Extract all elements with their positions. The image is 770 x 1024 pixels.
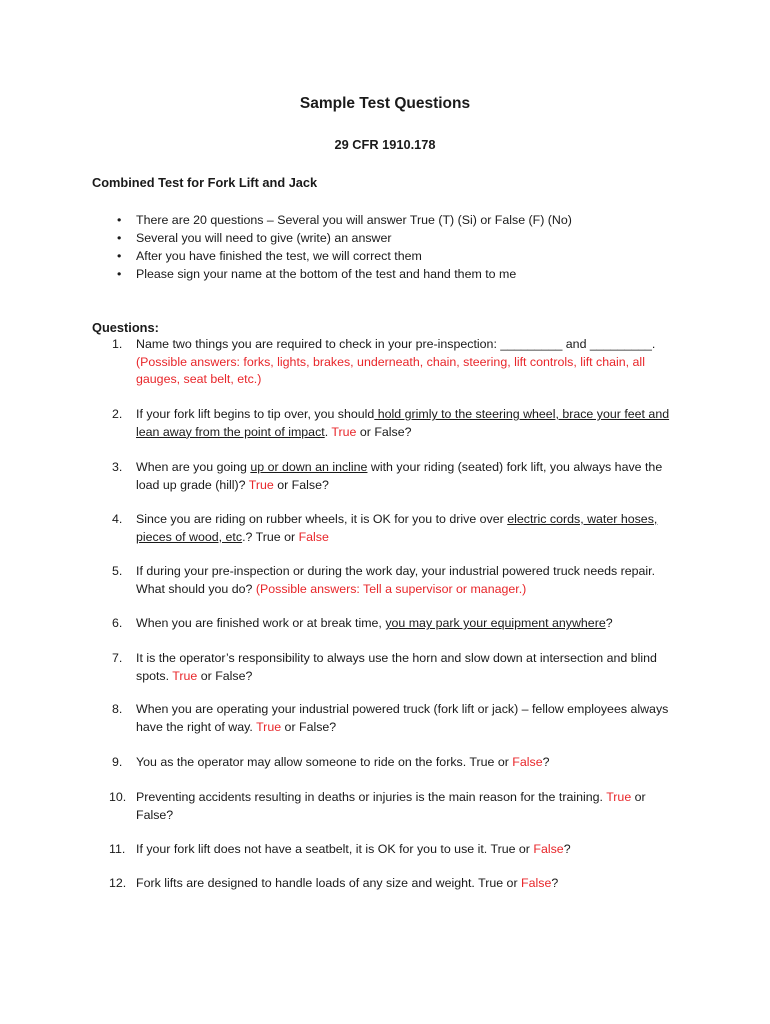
question-number: 12. — [109, 876, 127, 890]
question-number: 6. — [112, 616, 123, 630]
question-number: 8. — [112, 702, 123, 716]
question-4 — [92, 511, 682, 546]
bullet-icon: • — [117, 249, 122, 263]
answer-true: True — [172, 668, 198, 683]
question-12 — [92, 875, 682, 893]
question-number: 3. — [112, 460, 123, 474]
question-number: 9. — [112, 755, 123, 769]
question-1 — [92, 336, 682, 389]
question-2 — [92, 406, 682, 441]
answer-false: False — [533, 842, 564, 856]
test-subtitle: Combined Test for Fork Lift and Jack — [92, 175, 318, 190]
bullet-icon: • — [117, 231, 122, 245]
instruction-item: • There are 20 questions – Several you will answer True (T) (Si) or False (F) (No) — [117, 213, 572, 227]
question-text: When you are operating your industrial powered truck (fork lift or jack) – fellow employees always have the right of way. True or False? — [136, 702, 669, 734]
answer-true: True — [248, 477, 274, 492]
question-text: When you are finished work or at break time, you may park your equipment anywhere? — [136, 616, 613, 630]
bullet-icon: • — [117, 213, 122, 227]
answer-true: True — [256, 719, 282, 734]
question-number: 2. — [112, 407, 123, 421]
question-10 — [92, 789, 682, 824]
question-text: When are you going up or down an incline with your riding (seated) fork lift, you always have the load up grade (hill)? True or False? — [136, 460, 663, 492]
answer-false: False — [512, 755, 543, 769]
question-number: 11. — [109, 842, 126, 856]
question-7 — [92, 650, 682, 685]
question-number: 4. — [112, 512, 123, 526]
question-text: If your fork lift does not have a seatbelt, it is OK for you to use it. True or False? — [136, 842, 571, 856]
question-text: It is the operator’s responsibility to always use the horn and slow down at intersection and blind spots. True or False? — [136, 651, 657, 683]
question-text: Preventing accidents resulting in deaths or injuries is the main reason for the training. True or False? — [136, 790, 646, 822]
answer-true: True — [331, 424, 357, 439]
question-number: 1. — [112, 337, 123, 351]
question-5 — [92, 563, 682, 598]
instruction-item: • After you have finished the test, we will correct them — [117, 249, 422, 263]
question-number: 10. — [109, 790, 127, 804]
question-9 — [92, 754, 682, 772]
instruction-item: • Several you will need to give (write) an answer — [117, 231, 392, 245]
question-11 — [92, 841, 682, 859]
question-text: Name two things you are required to check in your pre-inspection: _________ and _________. (Possible answers: forks, lights, brakes, underneath, chain, steering, lift controls, lift chain, all gauges, seat belt, etc.) — [136, 337, 656, 387]
questions-heading: Questions: — [92, 320, 159, 335]
question-number: 5. — [112, 564, 123, 578]
page-title: Sample Test Questions — [299, 95, 471, 112]
instruction-item: • Please sign your name at the bottom of the test and hand them to me — [117, 267, 517, 281]
possible-answers: (Possible answers: forks, lights, brakes, underneath, chain, steering, lift controls, lift chain, all gauges, seat belt, etc.) — [136, 354, 645, 387]
question-8 — [92, 701, 682, 736]
question-text: Since you are riding on rubber wheels, it is OK for you to drive over electric cords, water hoses, pieces of wood, etc.? True or False — [136, 512, 658, 544]
answer-true: True — [606, 790, 632, 804]
answer-false: False — [298, 529, 329, 544]
question-3 — [92, 459, 682, 494]
question-number: 7. — [112, 651, 123, 665]
question-text: If your fork lift begins to tip over, you should hold grimly to the steering wheel, brace your feet and lean away from the point of impact. True or False? — [136, 407, 670, 439]
regulation-reference: 29 CFR 1910.178 — [334, 137, 436, 152]
question-text: Fork lifts are designed to handle loads of any size and weight. True or False? — [136, 876, 559, 890]
answer-false: False — [521, 876, 552, 890]
question-text: You as the operator may allow someone to ride on the forks. True or False? — [136, 755, 550, 769]
question-text: If during your pre-inspection or during the work day, your industrial powered truck needs repair. What should you do? (Possible answers: Tell a supervisor or manager.) — [136, 564, 656, 596]
possible-answers: (Possible answers: Tell a supervisor or manager.) — [255, 581, 527, 596]
bullet-icon: • — [117, 267, 122, 281]
question-6 — [92, 615, 682, 633]
instructions-list — [92, 211, 572, 283]
